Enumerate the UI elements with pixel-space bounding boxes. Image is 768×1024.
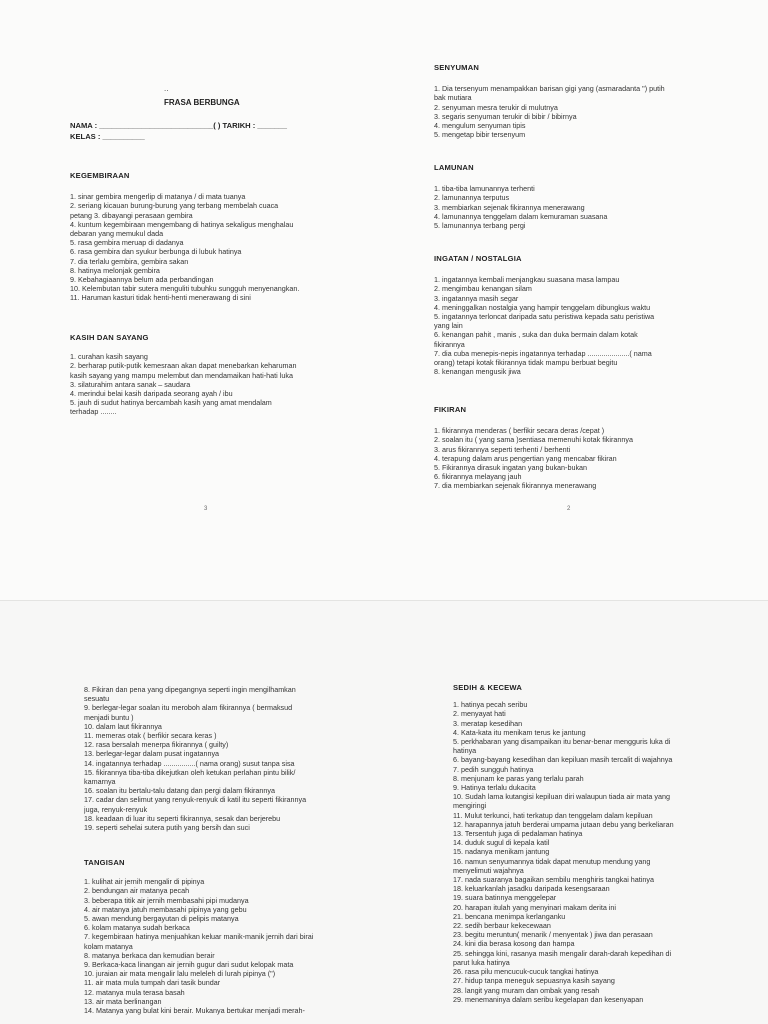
list-item: 4. lamunannya tenggelam dalam kemuraman suasana: [434, 211, 608, 221]
list-item: 2. bendungan air matanya pecah: [84, 886, 190, 896]
list-item: mengiringi: [453, 801, 487, 811]
list-item: 4. mengulum senyuman tipis: [434, 121, 526, 131]
list-item: 12. harapannya jatuh berderai umpama jutaan debu yang berkeliaran: [453, 819, 674, 829]
list-item: 7. dia membiarkan sejenak fikirannya menerawang: [434, 481, 597, 491]
list-item: 5. perkhabaran yang disampaikan itu benar-benar mengguris luka di: [453, 737, 671, 747]
section-lines: [84, 877, 384, 1015]
section-heading: KASIH DAN SAYANG: [70, 333, 149, 342]
list-item: 3. beberapa titik air jernih membasahi pipi mudanya: [84, 895, 249, 905]
list-item: kolam matanya: [84, 941, 133, 951]
list-item: 3. silaturahim antara sanak – saudara: [70, 379, 191, 389]
list-item: 9. Hatinya terlalu dukacita: [453, 783, 536, 793]
list-item: 7. dia terlalu gembira, gembira sakan: [70, 256, 189, 266]
section-heading: KEGEMBIRAAN: [70, 171, 130, 180]
list-item: 28. langit yang muram dan ombak yang resah: [453, 985, 600, 995]
list-item: 19. suara batinnya menggelepar: [453, 893, 557, 903]
list-item: orang) tetapi kotak fikirannya tidak mampu berbuat begitu: [434, 358, 618, 368]
list-item: parut luka hatinya: [453, 957, 510, 967]
list-item: 8. Fikiran dan pena yang dipegangnya seperti ingin mengilhamkan: [84, 685, 296, 694]
list-item: 12. matanya mula terasa basah: [84, 987, 185, 997]
page-number: 2: [567, 506, 571, 512]
section-fikiran-continued: [84, 685, 384, 832]
section-kasih-sayang: [70, 333, 370, 417]
list-item: 16. soalan itu bertalu-talu datang dan pergi dalam fikirannya: [84, 786, 275, 796]
section-kegembiraan: [70, 171, 370, 303]
list-item: 1. tiba-tiba lamunannya terhenti: [434, 184, 535, 194]
list-item: 5. Fikirannya dirasuk ingatan yang bukan-bukan: [434, 463, 588, 473]
page-divider: [0, 600, 768, 601]
list-item: 11. air mata mula tumpah dari tasik bundar: [84, 978, 221, 988]
list-item: 17. cadar dan selimut yang renyuk-renyuk di katil itu seperti fikirannya: [84, 795, 307, 805]
list-item: 3. segaris senyuman terukir di bibir / bibirnya: [434, 111, 577, 121]
list-item: 2. soalan itu ( yang sama )sentiasa memenuhi kotak fikirannya: [434, 435, 633, 445]
list-item: hatinya: [453, 746, 477, 756]
list-item: 25. sehingga kini, rasanya masih mengalir darah-darah kepedihan di: [453, 948, 672, 958]
list-item: 16. namun senyumannya tidak dapat menutup mendung yang: [453, 856, 651, 866]
list-item: 1. ingatannya kembali menjangkau suasana masa lampau: [434, 275, 620, 285]
section-lines: [84, 685, 384, 832]
list-item: 4. merindui belai kasih daripada seorang ayah / ibu: [70, 389, 233, 399]
list-item: 2. lamunannya terputus: [434, 193, 510, 203]
section-lines: [434, 426, 734, 490]
section-heading: LAMUNAN: [434, 163, 474, 172]
list-item: 5. lamunannya terbang pergi: [434, 221, 526, 231]
list-item: 21. bencana menimpa kerlanganku: [453, 911, 566, 921]
list-item: 14. Matanya yang bulat kini berair. Mukanya bertukar menjadi merah-: [84, 1006, 305, 1016]
list-item: 6. bayang-bayang kesedihan dan kepiluan masih tercalit di wajahnya: [453, 755, 673, 765]
list-item: 1. sinar gembira mengerlip di matanya / di mata tuanya: [70, 192, 246, 202]
list-item: 13. Tersentuh juga di pedalaman hatinya: [453, 829, 583, 839]
section-senyuman: [434, 63, 734, 139]
list-item: 10. juraian air mata mengalir lalu meleleh di lurah pipinya ("): [84, 969, 276, 979]
section-lines: [434, 275, 734, 376]
section-tangisan: [84, 858, 384, 1015]
list-item: petang 3. dibayangi perasaan gembira: [70, 210, 193, 220]
list-item: sesuatu: [84, 694, 110, 704]
list-item: 22. sedih berbaur kekecewaan: [453, 921, 551, 931]
section-lines: [70, 192, 370, 302]
section-heading: TANGISAN: [84, 858, 125, 867]
list-item: terhadap ........: [70, 407, 117, 417]
list-item: 6. kenangan pahit , manis , suka dan duka bermain dalam kotak: [434, 330, 638, 340]
list-item: yang lain: [434, 321, 463, 331]
section-lines: [434, 184, 734, 230]
list-item: 7. pedih sungguh hatinya: [453, 764, 534, 774]
list-item: 3. ingatannya masih segar: [434, 293, 519, 303]
list-item: 4. terapung dalam arus pengertian yang mencabar fikiran: [434, 453, 617, 463]
list-item: 6. fikirannya melayang jauh: [434, 472, 522, 482]
list-item: 3. membiarkan sejenak fikirannya menerawang: [434, 202, 585, 212]
list-item: 27. hidup tanpa meneguk sepuasnya kasih sayang: [453, 976, 615, 986]
list-item: 20. harapan itulah yang menyinari makam derita ini: [453, 902, 617, 912]
page-number: 3: [204, 506, 208, 512]
list-item: 8. menjunam ke paras yang terlalu parah: [453, 773, 584, 783]
list-item: 4. meninggalkan nostalgia yang hampir tenggelam dibungkus waktu: [434, 302, 651, 312]
list-item: 5. awan mendung bergayutan di pelipis matanya: [84, 914, 239, 924]
section-fikiran: [434, 405, 734, 491]
list-item: kamarnya: [84, 777, 116, 787]
list-item: 17. nada suaranya bagaikan sembilu menghiris tangkai hatinya: [453, 875, 654, 885]
list-item: 8. kenangan mengusik jiwa: [434, 367, 521, 377]
list-item: 12. rasa bersalah menerpa fikirannya ( guilty): [84, 740, 229, 750]
list-item: 3. meratap kesedihan: [453, 718, 523, 728]
list-item: 13. berlegar-legar dalam pusat ingatannya: [84, 749, 220, 759]
list-item: 1. curahan kasih sayang: [70, 352, 148, 362]
list-item: 10. Sudah lama kutangisi kepiluan diri walaupun tiada air mata yang: [453, 792, 670, 802]
list-item: 11. Haruman kasturi tidak henti-henti menerawang di sini: [70, 293, 251, 303]
list-item: menjadi buntu ): [84, 712, 134, 722]
section-lines: [70, 352, 370, 416]
list-item: menyelimuti wajahnya: [453, 865, 524, 875]
list-item: 29. menemaninya dalam seribu kegelapan dan kesenyapan: [453, 994, 644, 1004]
list-item: 1. Dia tersenyum menampakkan barisan gigi yang (asmaradanta ") putih: [434, 84, 665, 94]
section-heading: SENYUMAN: [434, 63, 480, 72]
list-item: 13. air mata berlinangan: [84, 996, 162, 1006]
section-heading: SEDIH & KECEWA: [453, 683, 523, 692]
list-item: 26. rasa pilu mencucuk-cucuk tangkai hatinya: [453, 967, 599, 977]
document-title: FRASA BERBUNGA: [164, 98, 240, 107]
list-item: 6. kolam matanya sudah berkaca: [84, 923, 190, 933]
list-item: 9. Kebahagiaannya belum ada perbandingan: [70, 275, 214, 285]
list-item: 18. keadaan di luar itu seperti fikirannya, sesak dan berjerebu: [84, 813, 281, 823]
list-item: 4. Kata-kata itu menikam terus ke jantung: [453, 727, 586, 737]
name-date-field: NAMA : ___________________________( ) TARIKH : _______: [70, 121, 287, 130]
list-item: 23. begitu meruntun( menarik / menyentak ) jiwa dan perasaan: [453, 930, 653, 940]
list-item: 2. mengimbau kenangan silam: [434, 284, 532, 294]
list-item: 3. arus fikirannya seperti terhenti / berhenti: [434, 444, 571, 454]
list-item: juga, renyuk-renyuk: [84, 804, 148, 814]
section-lines: [434, 84, 734, 139]
list-item: bak mutiara: [434, 93, 472, 103]
list-item: 10. Kelembutan tabir sutera menguliti tubuhku sungguh menyenangkan.: [70, 284, 300, 294]
section-lamunan: [434, 163, 734, 230]
list-item: 10. dalam laut fikirannya: [84, 721, 162, 731]
list-item: 2. menyayat hati: [453, 709, 506, 719]
list-item: 11. memeras otak ( berfikir secara keras ): [84, 731, 217, 741]
list-item: 5. ingatannya terloncat daripada satu peristiwa kepada satu peristiwa: [434, 312, 655, 322]
list-item: 5. mengetap bibir tersenyum: [434, 130, 526, 140]
list-item: 5. jauh di sudut hatinya bercambah kasih yang amat mendalam: [70, 398, 272, 408]
list-item: 24. kini dia berasa kosong dan hampa: [453, 939, 575, 949]
list-item: 2. berharap putik-putik kemesraan akan dapat menebarkan keharuman: [70, 361, 297, 371]
list-item: 14. ingatannya terhadap ................( nama orang) susut tanpa sisa: [84, 758, 295, 768]
list-item: debaran yang memukul dada: [70, 229, 164, 239]
class-field: KELAS : __________: [70, 132, 145, 141]
list-item: 15. nadanya menikam jantung: [453, 847, 550, 857]
list-item: 7. kegembiraan hatinya menjuahkan keluar manik-manik jernih dari birai: [84, 932, 314, 942]
list-item: 2. seriang kicauan burung-burung yang terbang membelah cuaca: [70, 201, 279, 211]
section-lines: [453, 700, 753, 1004]
list-item: 1. kulihat air jernih mengalir di pipinya: [84, 877, 205, 887]
section-heading: FIKIRAN: [434, 405, 467, 414]
section-sedih-kecewa: [453, 683, 753, 1004]
list-item: 8. matanya berkaca dan kemudian berair: [84, 950, 215, 960]
list-item: 19. seperti sehelai sutera putih yang bersih dan suci: [84, 823, 250, 833]
list-item: 9. Berkaca-kaca linangan air jernih gugur dari sudut kelopak mata: [84, 960, 294, 970]
list-item: 1. fikirannya menderas ( berfikir secara deras /cepat ): [434, 426, 605, 436]
list-item: 8. hatinya melonjak gembira: [70, 265, 160, 275]
list-item: 11. Mulut terkunci, hati terkatup dan tenggelam dalam kepiluan: [453, 810, 653, 820]
list-item: 1. hatinya pecah seribu: [453, 700, 528, 710]
list-item: 14. duduk sugul di kepala katil: [453, 838, 550, 848]
list-item: 9. berlegar-legar soalan itu meroboh alam fikirannya ( bermaksud: [84, 703, 293, 713]
list-item: 7. dia cuba menepis-nepis ingatannya terhadap .....................( nama: [434, 348, 652, 358]
list-item: 6. rasa gembira dan syukur berbunga di lubuk hatinya: [70, 247, 242, 257]
list-item: 18. keluarkanlah jasadku daripada kesengsaraan: [453, 884, 610, 894]
list-item: kasih sayang yang mampu melembut dan mendamaikan hati-hati luka: [70, 370, 293, 380]
list-item: 2. senyuman mesra terukir di mulutnya: [434, 102, 558, 112]
section-heading: INGATAN / NOSTALGIA: [434, 254, 522, 263]
header-dots: ..: [164, 84, 169, 93]
list-item: fikirannya: [434, 339, 465, 349]
list-item: 4. air matanya jatuh membasahi pipinya yang gebu: [84, 904, 247, 914]
list-item: 5. rasa gembira meruap di dadanya: [70, 238, 184, 248]
list-item: 15. fikirannya tiba-tiba dikejutkan oleh ketukan perlahan pintu bilik/: [84, 767, 296, 777]
section-ingatan: [434, 254, 734, 376]
list-item: 4. kuntum kegembiraan mengembang di hatinya sekaligus menghalau: [70, 219, 294, 229]
